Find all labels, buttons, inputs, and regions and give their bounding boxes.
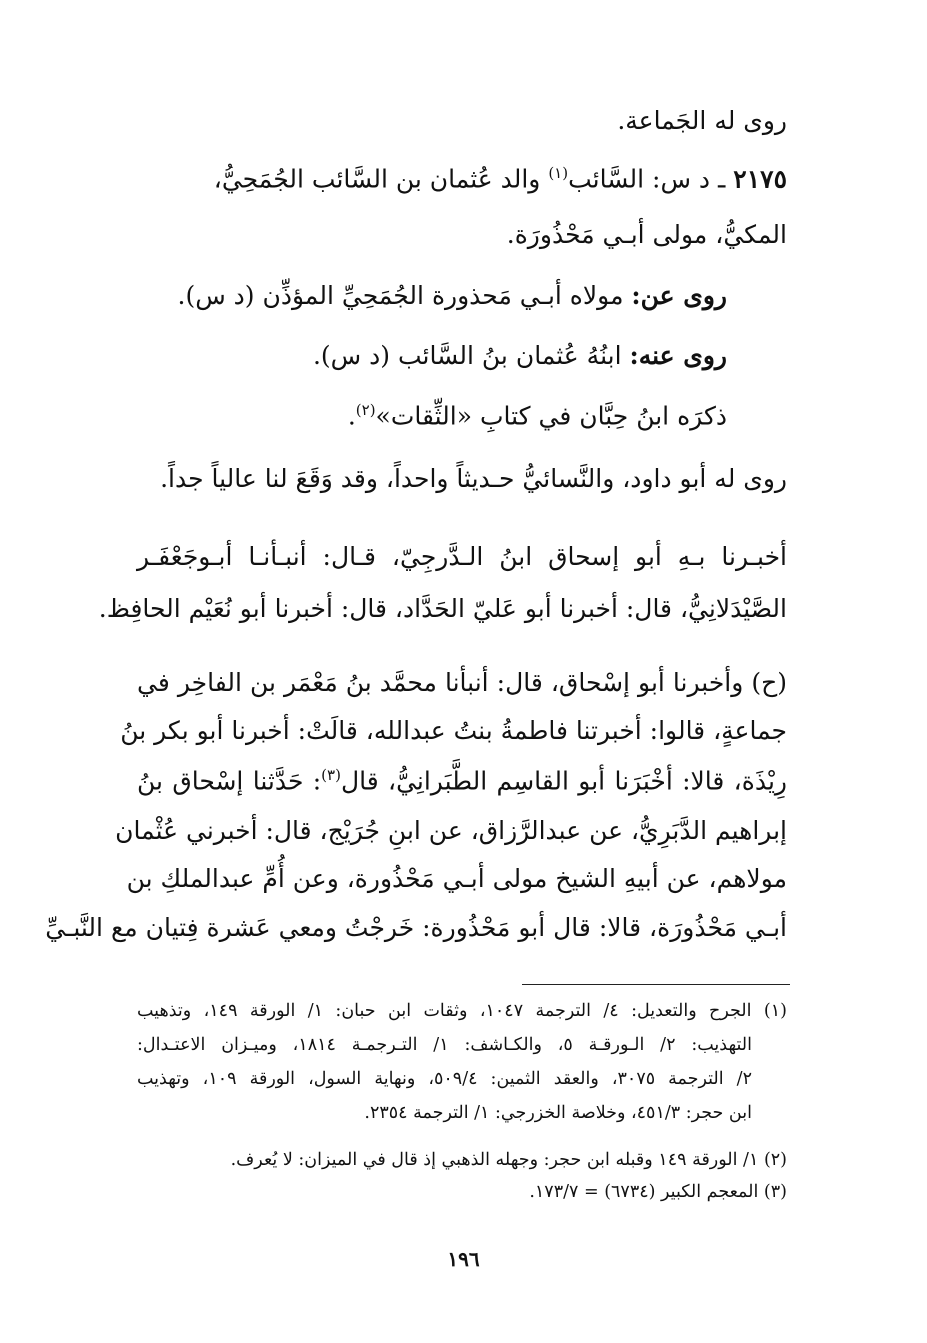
- footnote-1-line-3: ٢/ الترجمة ٣٠٧٥، والعقد الثمين: ٥٠٩/٤، ونهاية السول، الورقة ١٠٩، وتهذيب: [137, 1069, 752, 1089]
- isnad2-line-3: [137, 766, 787, 796]
- entry-heading-line2: المكيُّ، مولى أبـي مَحْذُورَة.: [506, 220, 787, 249]
- dhikr-line: [347, 401, 727, 431]
- page-number: ١٩٦: [447, 1247, 480, 1271]
- entry-heading-line: [213, 164, 787, 194]
- rawa-an-line: [178, 283, 728, 308]
- isnad2-line-6: أبـي مَحْذُورَة، قالا: قال أبو مَحْذُورة: خَرجْتُ ومعي عَشرة فِتيان مع النَّبـيِّ: [45, 913, 787, 942]
- isnad1-line-1: أخبـرنا بـهِ أبو إسحاق ابنُ الـدَّرجِيّ، قـال: أنبـأنـا أبـوجَعْفَـر: [137, 542, 787, 571]
- rawa-an-label: روى عن:: [631, 281, 727, 310]
- footnote-1-line-2: التهذيب: ٢/ الـورقـة ٥، والكـاشف: ١/ التـرجمـة ١٨١٤، وميـزان الاعتـدال:: [137, 1035, 753, 1055]
- footnote-ref-1: (١): [548, 164, 569, 182]
- dhikr-text: ذكرَه ابنُ حِبَّان في كتابِ «الثِّقات»: [375, 401, 727, 431]
- isnad2-line-3a: رِيْذَة، قالا: أخْبَرَنا أبو القاسِم الطَّبَرانِيُّ، قال: [340, 766, 787, 796]
- rawa-anhu-line: [313, 343, 727, 368]
- footnote-1-line-1: (١) الجرح والتعديل: ٤/ الترجمة ١٠٤٧، وثقات ابن حبان: ١/ الورقة ١٤٩، وتذهيب: [137, 1001, 787, 1021]
- entry-number: ٢١٧٥: [733, 164, 787, 194]
- rawa-an-text: مولاه أبـي مَحذورة الجُمَحِيِّ المؤذِّن (د س).: [177, 281, 632, 310]
- footnote-2: (٢) ١/ الورقة ١٤٩ وقبله ابن حجر: وجهله الذهبي إذ قال في الميزان: لا يُعرف.: [230, 1150, 787, 1170]
- isnad2-line-4: إبراهيم الدَّبَرِيُّ، عن عبدالرَّزاق، عن ابنِ جُرَيْج، قال: أخبرني عُثْمان: [115, 816, 787, 845]
- rawa-anhu-label: روى عنه:: [629, 341, 727, 370]
- footnote-ref-3: (٣): [321, 766, 341, 784]
- footnote-ref-2: (٢): [355, 401, 376, 419]
- entry-heading-line1-rest: والد عُثمان بن السَّائب الجُمَحِيُّ،: [213, 164, 549, 194]
- isnad2-line-5: مولاهم، عن أبيهِ الشيخ مولى أبـي مَحْذُورة، وعن أُمِّ عبدالملكِ بن: [126, 864, 787, 893]
- rawa-anhu-text: ابنُهُ عُثمان بنُ السَّائب (د س).: [312, 341, 630, 370]
- isnad2-line-3b: : حَدَّثنا إسْحاق بنُ: [137, 766, 322, 796]
- isnad1-line-2: الصَّيْدَلانِيُّ، قال: أخبرنا أبو عَليّ الحَدَّاد، قال: أخبرنا أبو نُعَيْم الحافِظ.: [98, 594, 787, 623]
- footnote-separator: [522, 984, 790, 985]
- isnad2-line-1: (ح) وأخبرنا أبو إسْحاق، قال: أنبأنا محمَّد بنُ مَعْمَر بن الفاخِر في: [137, 668, 787, 697]
- dhikr-end: .: [347, 401, 356, 431]
- entry-intro-line: روى له الجَماعة.: [617, 106, 787, 135]
- footnote-1-line-4: ابن حجر: ٤٥١/٣، وخلاصة الخزرجي: ١/ الترجمة ٢٣٥٤.: [364, 1103, 752, 1123]
- isnad2-line-2: جماعةٍ، قالوا: أخبرتنا فاطمةُ بنتُ عبدالله، قالَتْ: أخبرنا أبو بكر بنُ: [120, 716, 787, 745]
- rawa-lahu-line: روى له أبو داود، والنَّسائيُّ حـديثاً واحداً، وقد وَقَعَ لنا عالياً جداً.: [160, 464, 787, 493]
- footnote-3: (٣) المعجم الكبير (٦٧٣٤) = ١٧٣/٧.: [529, 1182, 787, 1202]
- entry-heading-rest: ـ د س: السَّائب: [568, 164, 734, 194]
